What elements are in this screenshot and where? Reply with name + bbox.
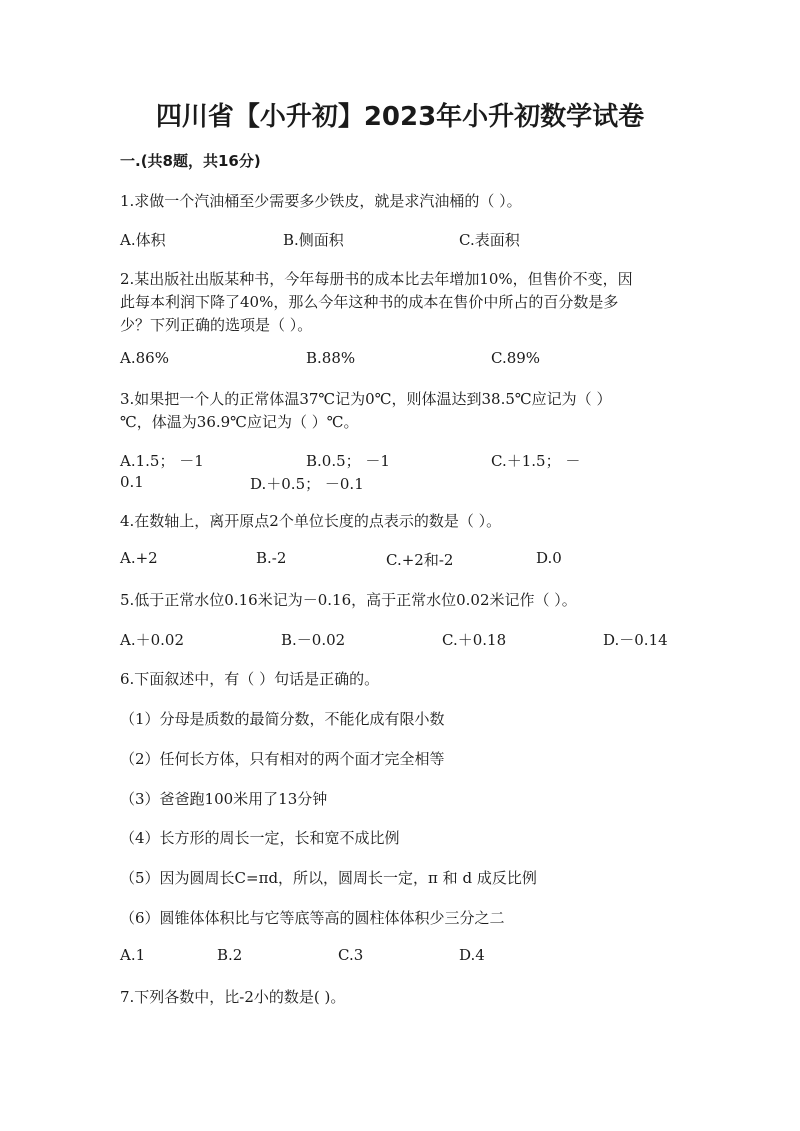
q2-option-c: C.89%	[491, 349, 541, 367]
question-2-line-2: 此每本利润下降了40%，那么今年这种书的成本在售价中所占的百分数是多	[120, 293, 619, 311]
q4-option-a: A.+2	[120, 549, 158, 567]
q2-option-b: B.88%	[306, 349, 356, 367]
q3-option-b: B.0.5； －1	[306, 452, 390, 470]
q3-option-c: C.＋1.5； －	[491, 452, 581, 470]
q6-statement-5: （5）因为圆周长C=πd，所以，圆周长一定，π 和 d 成反比例	[120, 869, 537, 887]
q6-statement-4: （4）长方形的周长一定，长和宽不成比例	[120, 829, 400, 847]
q4-option-c: C.+2和-2	[386, 551, 454, 569]
q3-option-a-continued: 0.1	[120, 473, 144, 491]
question-2-line-3: 少？下列正确的选项是（ ）。	[120, 316, 313, 334]
question-1-text: 1.求做一个汽油桶至少需要多少铁皮，就是求汽油桶的（ ）。	[120, 192, 522, 210]
section-heading: 一.(共8题，共16分)	[120, 152, 261, 170]
question-3-line-2: ℃，体温为36.9℃应记为（ ）℃。	[120, 413, 359, 431]
q6-option-b: B.2	[217, 946, 243, 964]
q5-option-a: A.＋0.02	[120, 631, 184, 649]
question-2-line-1: 2.某出版社出版某种书，今年每册书的成本比去年增加10%，但售价不变，因	[120, 270, 633, 288]
q5-option-c: C.＋0.18	[442, 631, 507, 649]
q6-statement-3: （3）爸爸跑100米用了13分钟	[120, 790, 328, 808]
q6-option-c: C.3	[338, 946, 364, 964]
question-7-text: 7.下列各数中，比-2小的数是( )。	[120, 988, 346, 1006]
exam-title: 四川省【小升初】2023年小升初数学试卷	[155, 102, 645, 132]
q4-option-b: B.-2	[256, 549, 287, 567]
q2-option-a: A.86%	[120, 349, 169, 367]
question-6-text: 6.下面叙述中，有（ ）句话是正确的。	[120, 670, 380, 688]
q3-option-a: A.1.5； －1	[120, 452, 204, 470]
q6-statement-1: （1）分母是质数的最简分数，不能化成有限小数	[120, 710, 445, 728]
q6-statement-2: （2）任何长方体，只有相对的两个面才完全相等	[120, 750, 445, 768]
q6-option-a: A.1	[120, 946, 146, 964]
question-3-line-1: 3.如果把一个人的正常体温37℃记为0℃，则体温达到38.5℃应记为（ ）	[120, 390, 612, 408]
q5-option-d: D.－0.14	[603, 631, 668, 649]
question-5-text: 5.低于正常水位0.16米记为－0.16，高于正常水位0.02米记作（ ）。	[120, 591, 577, 609]
q6-option-d: D.4	[459, 946, 485, 964]
q5-option-b: B.－0.02	[281, 631, 346, 649]
q1-option-c: C.表面积	[459, 231, 520, 249]
q4-option-d: D.0	[536, 549, 562, 567]
q1-option-b: B.侧面积	[283, 231, 344, 249]
q3-option-d: D.＋0.5； －0.1	[250, 475, 364, 493]
q6-statement-6: （6）圆锥体体积比与它等底等高的圆柱体体积少三分之二	[120, 909, 505, 927]
question-4-text: 4.在数轴上，离开原点2个单位长度的点表示的数是（ ）。	[120, 512, 502, 530]
q1-option-a: A.体积	[120, 231, 166, 249]
